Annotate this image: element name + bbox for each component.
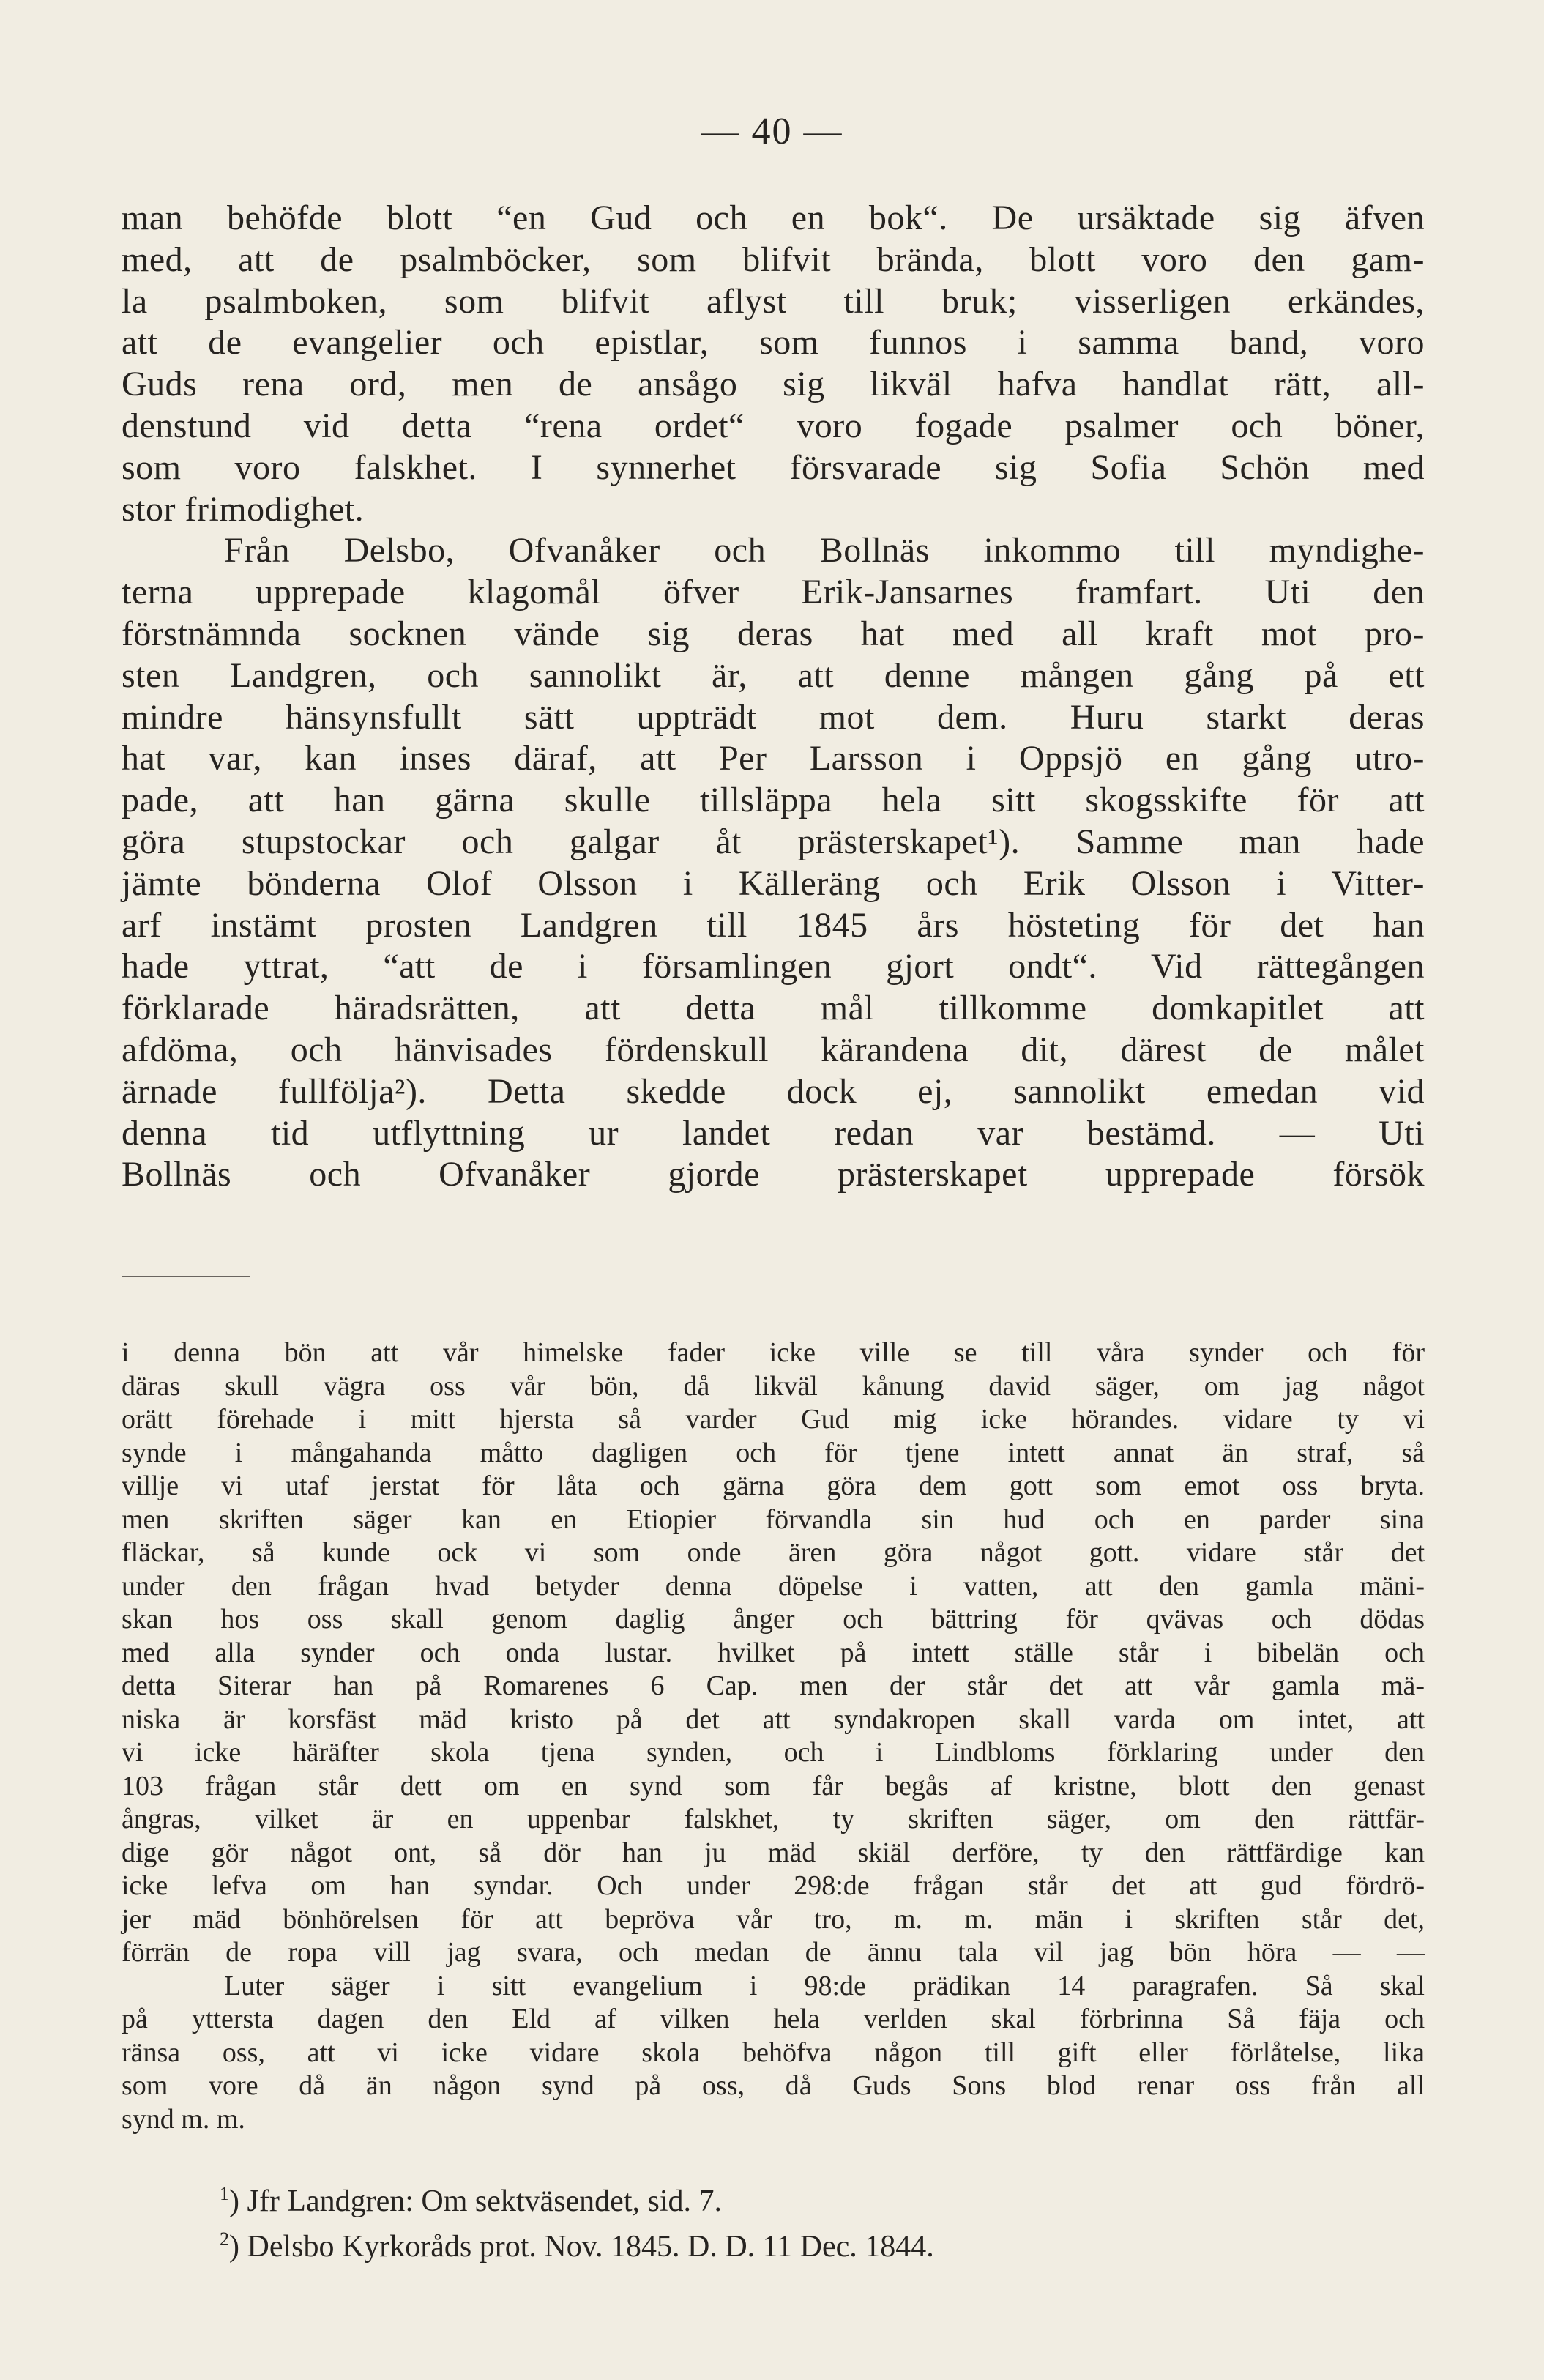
footnote-text: ) Jfr Landgren: Om sektväsendet, sid. 7. bbox=[229, 2184, 723, 2218]
footnote-mark: 2 bbox=[220, 2228, 229, 2250]
text-line: arf instämt prosten Landgren till 1845 års hösteting för det han bbox=[122, 905, 1425, 945]
footnote-1 bbox=[220, 2179, 1391, 2224]
text-line: ärnade fullfölja²). Detta skedde dock ej, sannolikt emedan vid bbox=[122, 1071, 1425, 1111]
text-line: att de evangelier och epistlar, som funnos i samma band, voro bbox=[122, 323, 1425, 362]
text-line: denstund vid detta “rena ordet“ voro fogade psalmer och böner, bbox=[122, 406, 1425, 445]
text-line: med, att de psalmböcker, som blifvit brända, blott voro den gam- bbox=[122, 239, 1425, 279]
text-line: la psalmboken, som blifvit aflyst till bruk; visserligen erkändes, bbox=[122, 281, 1425, 321]
text-line: stor frimodighet. bbox=[122, 489, 365, 529]
quoted-line: dige gör något ont, så dör han ju mäd skiäl derföre, ty den rättfärdige kan bbox=[122, 1837, 1425, 1868]
footnotes bbox=[220, 2179, 1391, 2269]
text-line: förstnämnda socknen vände sig deras hat med all kraft mot pro- bbox=[122, 614, 1425, 653]
quoted-line: jer mäd bönhörelsen för att bepröva vår tro, m. m. män i skriften står det, bbox=[122, 1903, 1425, 1935]
text-line: hat var, kan inses däraf, att Per Larsson i Oppsjö en gång utro- bbox=[122, 739, 1425, 778]
text-line: hade yttrat, “att de i församlingen gjort ondt“. Vid rättegången bbox=[122, 947, 1425, 986]
quoted-line: synd m. m. bbox=[122, 2103, 245, 2135]
quoted-passage-block bbox=[122, 1336, 1425, 2136]
quoted-line: med alla synder och onda lustar. hvilket på intett ställe står i bibelän och bbox=[122, 1637, 1425, 1668]
quoted-line: skan hos oss skall genom daglig ånger och bättring för qvävas och dödas bbox=[122, 1604, 1425, 1635]
text-line: Från Delsbo, Ofvanåker och Bollnäs inkommo till myndighe- bbox=[224, 531, 1425, 570]
quoted-line: fläckar, så kunde ock vi som onde ären göra något gott. vidare står det bbox=[122, 1537, 1425, 1568]
footnote-text: ) Delsbo Kyrkoråds prot. Nov. 1845. D. D. 11 Dec. 1844. bbox=[229, 2230, 934, 2264]
quoted-line: som vore då än någon synd på oss, då Guds Sons blod renar oss från all bbox=[122, 2070, 1425, 2101]
main-text-block bbox=[122, 198, 1425, 1196]
quoted-line: villje vi utaf jerstat för låta och gärna göra dem gott som emot oss bryta. bbox=[122, 1470, 1425, 1501]
page-number: — 40 — bbox=[701, 111, 843, 152]
quoted-line: Luter säger i sitt evangelium i 98:de prädikan 14 paragrafen. Så skal bbox=[224, 1970, 1425, 2001]
quoted-line: ångras, vilket är en uppenbar falskhet, ty skriften säger, om den rättfär- bbox=[122, 1804, 1425, 1834]
quoted-line: vi icke häräfter skola tjena synden, och i Lindbloms förklaring under den bbox=[122, 1737, 1425, 1768]
footnote-separator bbox=[122, 1276, 250, 1277]
text-line: som voro falskhet. I synnerhet försvarade sig Sofia Schön med bbox=[122, 447, 1425, 487]
quoted-line: under den frågan hvad betyder denna döpelse i vatten, att den gamla mäni- bbox=[122, 1570, 1425, 1602]
quoted-line: däras skull vägra oss vår bön, då likväl kånung david säger, om jag något bbox=[122, 1370, 1425, 1402]
footnote-2 bbox=[220, 2224, 1391, 2269]
quoted-line: orätt förehade i mitt hjersta så varder Gud mig icke hörandes. vidare ty vi bbox=[122, 1404, 1425, 1435]
quoted-line: i denna bön att vår himelske fader icke ville se till våra synder och för bbox=[122, 1337, 1425, 1368]
text-line: göra stupstockar och galgar åt prästerskapet¹). Samme man hade bbox=[122, 822, 1425, 861]
text-line: förklarade häradsrätten, att detta mål tillkomme domkapitlet att bbox=[122, 989, 1425, 1028]
footnote-mark: 1 bbox=[220, 2183, 229, 2204]
quoted-line: ränsa oss, att vi icke vidare skola behöfva någon till gift eller förlåtelse, lika bbox=[122, 2037, 1425, 2068]
text-line: denna tid utflyttning ur landet redan var bestämd. — Uti bbox=[122, 1113, 1425, 1153]
text-line: pade, att han gärna skulle tillsläppa hela sitt skogsskifte för att bbox=[122, 781, 1425, 820]
text-line: Bollnäs och Ofvanåker gjorde prästerskapet upprepade försök bbox=[122, 1155, 1425, 1194]
quoted-line: niska är korsfäst mäd kristo på det att syndakropen skall varda om intet, att bbox=[122, 1703, 1425, 1735]
text-line: terna upprepade klagomål öfver Erik-Jansarnes framfart. Uti den bbox=[122, 573, 1425, 612]
quoted-line: synde i mångahanda måtto dagligen och för tjene intett annat än straf, så bbox=[122, 1437, 1425, 1468]
quoted-line: på yttersta dagen den Eld af vilken hela verlden skal förbrinna Så fäja och bbox=[122, 2004, 1425, 2034]
text-line: man behöfde blott “en Gud och en bok“. De ursäktade sig äfven bbox=[122, 198, 1425, 237]
quoted-line: detta Siterar han på Romarenes 6 Cap. men der står det att vår gamla mä- bbox=[122, 1670, 1425, 1701]
text-line: sten Landgren, och sannolikt är, att denne mången gång på ett bbox=[122, 655, 1425, 695]
text-line: Guds rena ord, men de ansågo sig likväl hafva handlat rätt, all- bbox=[122, 365, 1425, 404]
quoted-line: 103 frågan står dett om en synd som får begås af kristne, blott den genast bbox=[122, 1770, 1425, 1801]
quoted-line: icke lefva om han syndar. Och under 298:de frågan står det att gud fördrö- bbox=[122, 1870, 1425, 1901]
text-line: jämte bönderna Olof Olsson i Källeräng och Erik Olsson i Vitter- bbox=[122, 863, 1425, 903]
text-line: afdöma, och hänvisades fördenskull kärandena dit, därest de målet bbox=[122, 1030, 1425, 1069]
text-line: mindre hänsynsfullt sätt uppträdt mot dem. Huru starkt deras bbox=[122, 697, 1425, 737]
quoted-line: förrän de ropa vill jag svara, och medan de ännu tala vil jag bön höra — — bbox=[122, 1937, 1425, 1968]
quoted-line: men skriften säger kan en Etiopier förvandla sin hud och en parder sina bbox=[122, 1503, 1425, 1535]
